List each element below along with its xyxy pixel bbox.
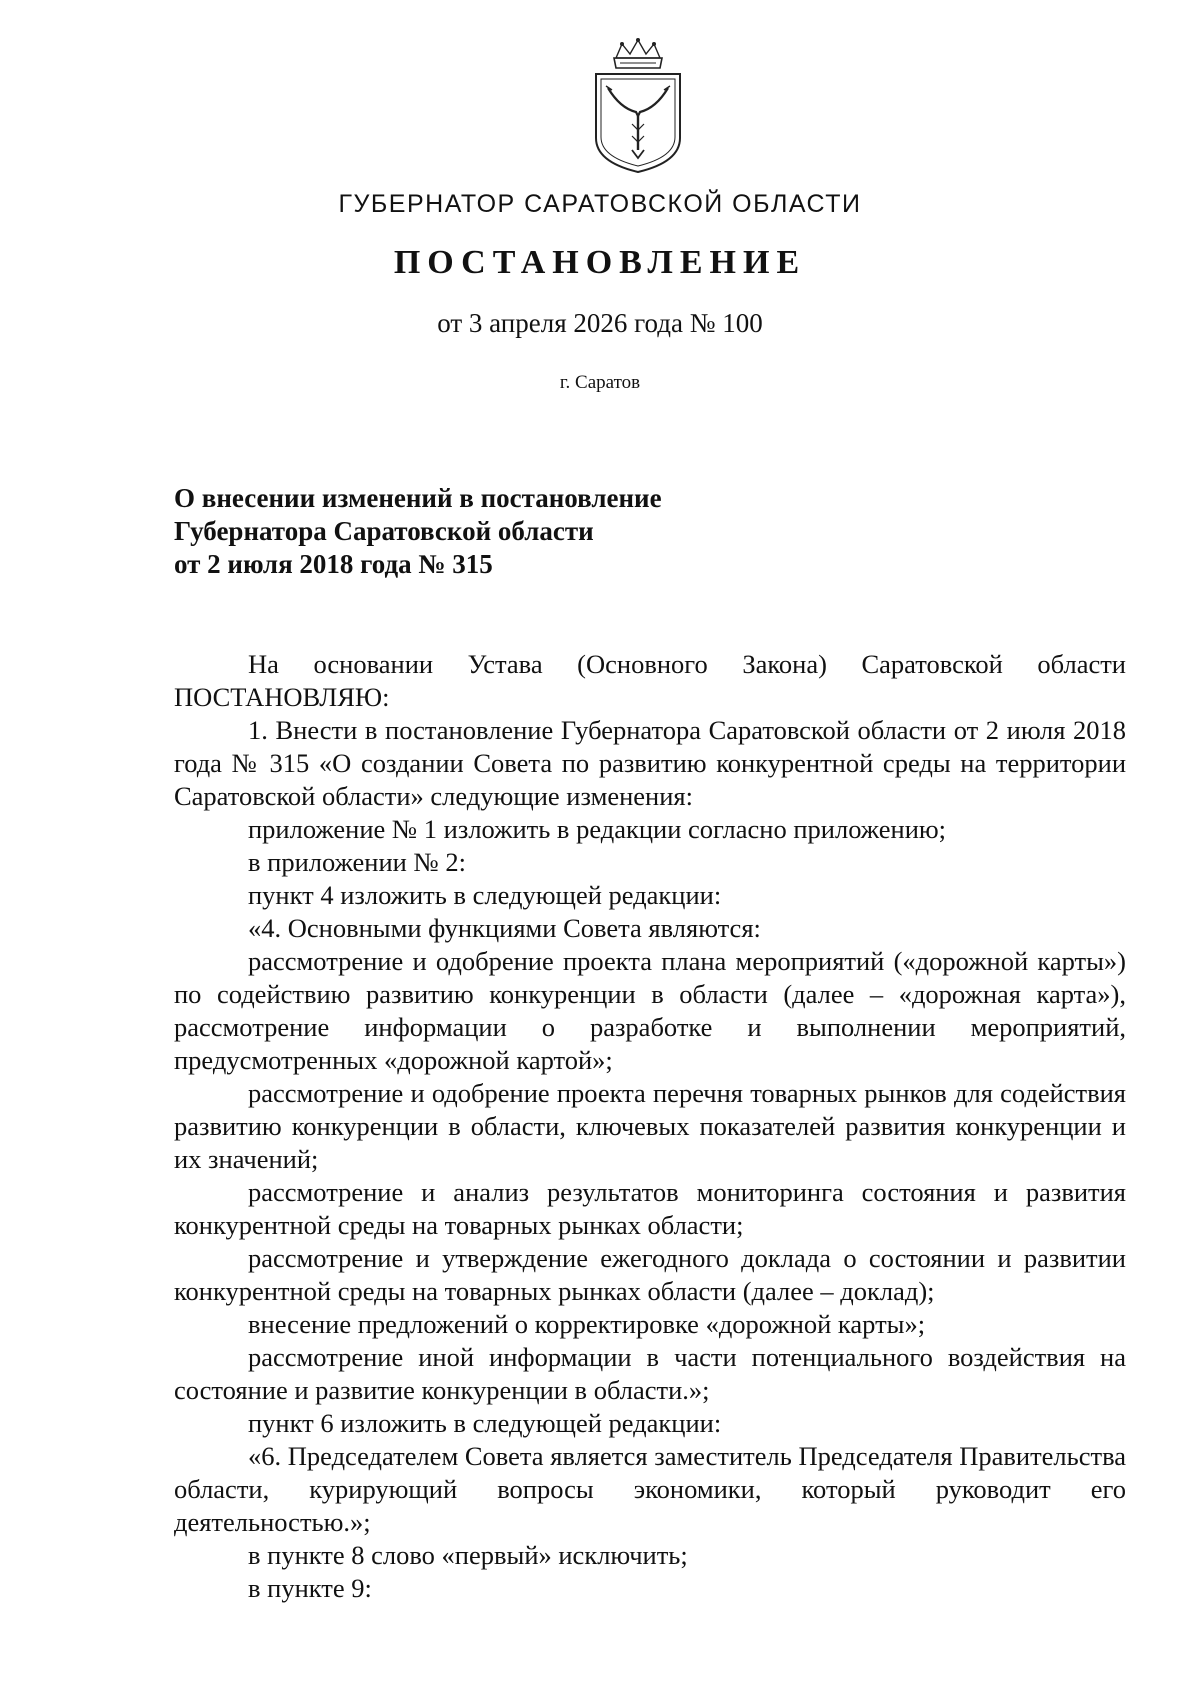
document-date-number: от 3 апреля 2026 года № 100 <box>437 308 763 338</box>
body-paragraph: ПОСТАНОВЛЯЮ: <box>174 682 390 712</box>
body-paragraph: 1. Внести в постановление Губернатора Саратовской области от 2 июля 2018 года № 315 «О создании Совета по развитию конкурентной среды на территории Саратовской области» следующие изменения: <box>174 715 1126 811</box>
subject-line-1: О внесении изменений в постановление <box>174 483 662 513</box>
document-body <box>174 648 1126 1605</box>
body-paragraph: «4. Основными функциями Совета являются: <box>248 913 761 943</box>
body-paragraph: На основании Устава (Основного Закона) Саратовской области <box>248 649 1126 679</box>
document-city: г. Саратов <box>559 372 641 393</box>
issuer-name: ГУБЕРНАТОР САРАТОВСКОЙ ОБЛАСТИ <box>338 190 862 218</box>
body-paragraph: рассмотрение и утверждение ежегодного доклада о состоянии и развитии конкурентной среды на товарных рынках области (далее – доклад); <box>174 1243 1126 1306</box>
document-type-title: ПОСТАНОВЛЕНИЕ <box>393 244 807 281</box>
body-paragraph: в приложении № 2: <box>248 847 466 877</box>
body-paragraph: пункт 4 изложить в следующей редакции: <box>248 880 722 910</box>
body-paragraph: рассмотрение и анализ результатов мониторинга состояния и развития конкурентной среды на товарных рынках области; <box>174 1177 1126 1240</box>
body-paragraph: в пункте 9: <box>248 1573 372 1603</box>
body-paragraph: пункт 6 изложить в следующей редакции: <box>248 1408 722 1438</box>
subject-line-3: от 2 июля 2018 года № 315 <box>174 549 493 579</box>
body-paragraph: рассмотрение и одобрение проекта перечня товарных рынков для содействия развитию конкуренции в области, ключевых показателей развития конкуренции и их значений; <box>174 1078 1126 1174</box>
saratov-coat-of-arms-icon <box>586 38 690 174</box>
body-paragraph: «6. Председателем Совета является заместитель Председателя Правительства области, курирующий вопросы экономики, который руководит его деятельностью.»; <box>174 1441 1126 1537</box>
subject-line-2: Губернатора Саратовской области <box>174 516 594 546</box>
body-paragraph: в пункте 8 слово «первый» исключить; <box>248 1540 688 1570</box>
body-paragraph: рассмотрение иной информации в части потенциального воздействия на состояние и развитие конкуренции в области.»; <box>174 1342 1126 1405</box>
body-paragraph: рассмотрение и одобрение проекта плана мероприятий («дорожной карты») по содействию развитию конкуренции в области (далее – «дорожная карта»), рассмотрение информации о разработке и выполнении мероприятий, предусмотренных «дорожной картой»; <box>174 946 1126 1075</box>
document-subject <box>174 482 662 581</box>
body-paragraph: приложение № 1 изложить в редакции согласно приложению; <box>248 814 947 844</box>
body-paragraph: внесение предложений о корректировке «дорожной карты»; <box>248 1309 926 1339</box>
